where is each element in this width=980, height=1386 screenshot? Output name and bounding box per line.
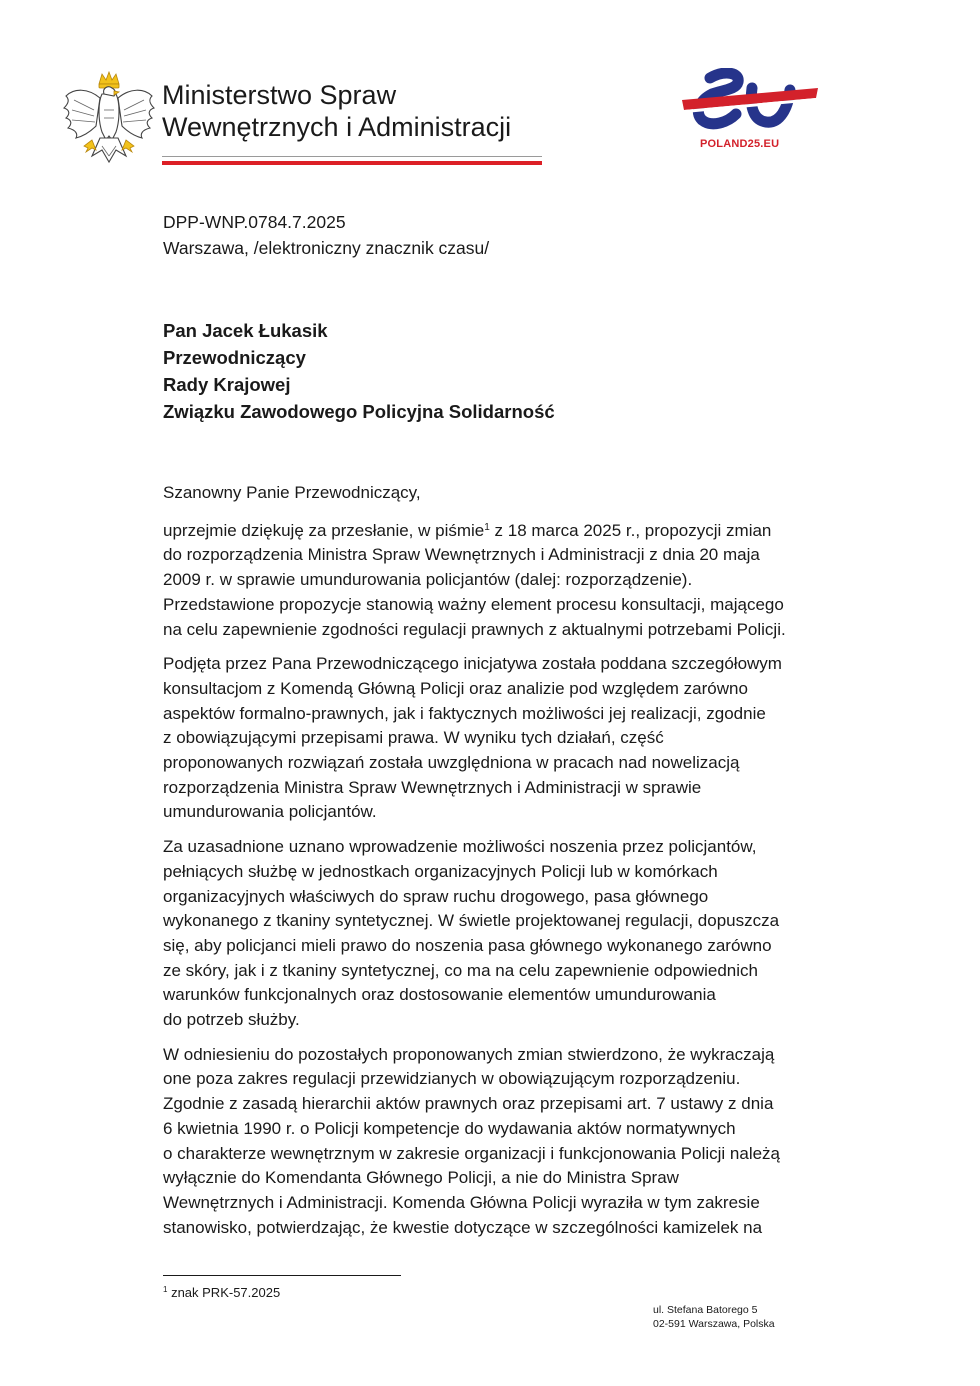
paragraph-line: się, aby policjanci mieli prawo do noszenia pasa głównego wykonanego zarówno [163, 935, 772, 955]
paragraph-line: do rozporządzenia Ministra Spraw Wewnętrznych i Administracji z dnia 20 maja [163, 545, 760, 565]
text-segment: z 18 marca 2025 r., propozycji zmian [489, 520, 772, 540]
polish-eagle-emblem-icon [62, 70, 156, 168]
paragraph-3 [163, 835, 823, 1033]
header-divider-red [162, 161, 542, 165]
paragraph-line: wykonanego z tkaniny syntetycznej. W świetle projektowanej regulacji, dopuszcza [163, 911, 780, 931]
footnote-divider [163, 1275, 401, 1276]
paragraph-line: umundurowania policjantów. [163, 802, 377, 822]
paragraph-line: one poza zakres regulacji przewidzianych w obowiązującym rozporządzeniu. [163, 1069, 741, 1089]
paragraph-line: o charakterze wewnętrznym w zakresie organizacji i funkcjonowania Policji należą [163, 1143, 781, 1163]
paragraph-line: Zgodnie z zasadą hierarchii aktów prawnych oraz przepisami art. 7 ustawy z dnia [163, 1094, 774, 1114]
paragraph-2 [163, 652, 823, 825]
paragraph-line: pełniących służbę w jednostkach organizacyjnych Policji lub w komórkach [163, 861, 718, 881]
footnote-text: znak PRK-57.2025 [167, 1285, 281, 1300]
footnote-mark: 1 [163, 1285, 168, 1294]
ministry-name-line1: Ministerstwo Spraw [162, 80, 397, 110]
ministry-name [162, 79, 511, 143]
paragraph-line: warunków funkcjonalnych oraz dostosowanie elementów umundurowania [163, 985, 716, 1005]
footnote-reference: 1 [484, 521, 490, 533]
paragraph-line: aspektów formalno-prawnych, jak i faktycznych możliwości jej realizacji, zgodnie [163, 703, 766, 723]
addressee-council: Rady Krajowej [163, 374, 291, 395]
reference-number: DPP-WNP.0784.7.2025 [163, 212, 346, 232]
paragraph-line [163, 519, 823, 544]
header-divider-grey [162, 156, 542, 157]
poland25-eu-caption: POLAND25.EU [700, 138, 780, 150]
paragraph-line: do potrzeb służby. [163, 1010, 300, 1030]
paragraph-line: wyłącznie do Komendanta Głównego Policji, a nie do Ministra Spraw [163, 1168, 679, 1188]
poland25-eu-logo-icon [680, 68, 820, 134]
paragraph-line: Wewnętrznych i Administracji. Komenda Główna Policji wyraziła w tym zakresie [163, 1192, 760, 1212]
paragraph-line: stanowisko, potwierdzając, że kwestie dotyczące w szczególności kamizelek na [163, 1217, 763, 1237]
addressee-name: Pan Jacek Łukasik [163, 320, 328, 341]
paragraph-1 [163, 519, 823, 643]
letter-body [163, 481, 823, 1250]
text-segment: uprzejmie dziękuję za przesłanie, w piśmie [163, 520, 485, 540]
footnote [163, 1285, 280, 1301]
paragraph-4 [163, 1043, 823, 1241]
paragraph-line: konsultacjom z Komendą Główną Policji oraz analizie pod względem zarówno [163, 678, 748, 698]
paragraph-line: na celu zapewnienie zgodności regulacji prawnych z aktualnymi potrzebami Policji. [163, 619, 786, 639]
ministry-address [653, 1303, 775, 1331]
paragraph-line: 2009 r. w sprawie umundurowania policjantów (dalej: rozporządzenie). [163, 570, 693, 590]
place-date: Warszawa, /elektroniczny znacznik czasu/ [163, 238, 490, 258]
address-city: 02-591 Warszawa, Polska [653, 1318, 775, 1330]
greeting: Szanowny Panie Przewodniczący, [163, 483, 421, 502]
paragraph-line: Podjęta przez Pana Przewodniczącego inicjatywa została poddana szczegółowym [163, 654, 782, 674]
paragraph-line: z obowiązującymi przepisami prawa. W wyniku tych działań, część [163, 728, 664, 748]
paragraph-line: rozporządzenia Ministra Spraw Wewnętrznych i Administracji w sprawie [163, 777, 702, 797]
paragraph-line: organizacyjnych właściwych do spraw ruchu drogowego, pasa głównego [163, 886, 709, 906]
letter-meta [163, 209, 489, 261]
paragraph-line: 6 kwietnia 1990 r. o Policji kompetencje do wydawania aktów normatywnych [163, 1118, 736, 1138]
paragraph-line: W odniesieniu do pozostałych proponowanych zmian stwierdzono, że wykraczają [163, 1044, 775, 1064]
address-street: ul. Stefana Batorego 5 [653, 1304, 758, 1316]
paragraph-line: ze skóry, jak i z tkaniny syntetycznej, co ma na celu zapewnienie odpowiednich [163, 960, 758, 980]
paragraph-line: Za uzasadnione uznano wprowadzenie możliwości noszenia przez policjantów, [163, 837, 757, 857]
paragraph-line: proponowanych rozwiązań została uwzględniona w pracach nad nowelizacją [163, 753, 740, 773]
paragraph-line: Przedstawione propozycje stanowią ważny element procesu konsultacji, mającego [163, 594, 784, 614]
addressee-block [163, 317, 555, 425]
ministry-name-line2: Wewnętrznych i Administracji [162, 112, 512, 142]
addressee-union: Związku Zawodowego Policyjna Solidarność [163, 401, 555, 422]
addressee-title: Przewodniczący [163, 347, 306, 368]
